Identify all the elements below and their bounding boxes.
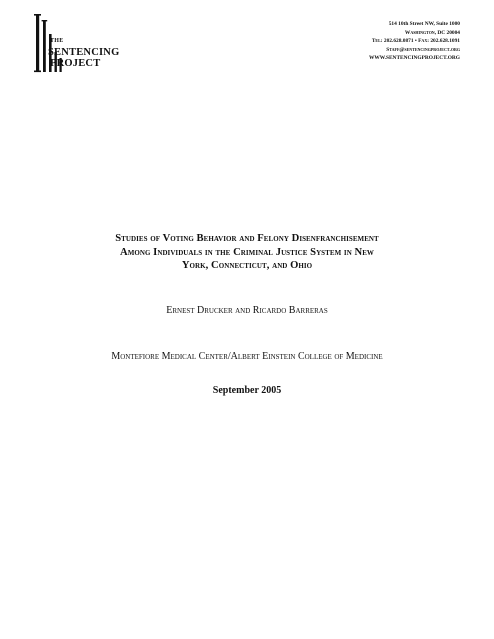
address-city: Washington, DC 20004: [404, 29, 460, 36]
address-phone-fax: Tel: 202.628.0871 • Fax: 202.628.1091: [371, 38, 460, 45]
address-website: WWW.SENTENCINGPROJECT.ORG: [368, 55, 460, 62]
title-line-3: York, Connecticut, and Ohio: [181, 260, 313, 272]
address-block: [280, 20, 460, 63]
logo-wordmark: [48, 36, 119, 69]
address-email: Staff@sentencingproject.org: [386, 46, 460, 53]
document-title: [40, 232, 454, 273]
title-line-2: Among Individuals in the Criminal Justice System in New: [120, 246, 374, 258]
publication-date: September 2005: [212, 385, 282, 396]
sentencing-project-logo: [34, 14, 124, 84]
logo-the: THE: [50, 38, 64, 44]
affiliation: Montefiore Medical Center/Albert Einstein College of Medicine: [111, 351, 383, 362]
logo-sentencing: SENTENCING: [48, 47, 120, 58]
logo-project: PROJECT: [50, 58, 101, 69]
title-line-1: Studies of Voting Behavior and Felony Disenfranchisement: [115, 233, 379, 244]
address-street: 514 10th Street NW, Suite 1000: [388, 21, 460, 27]
authors: Ernest Drucker and Ricardo Barreras: [166, 305, 328, 316]
